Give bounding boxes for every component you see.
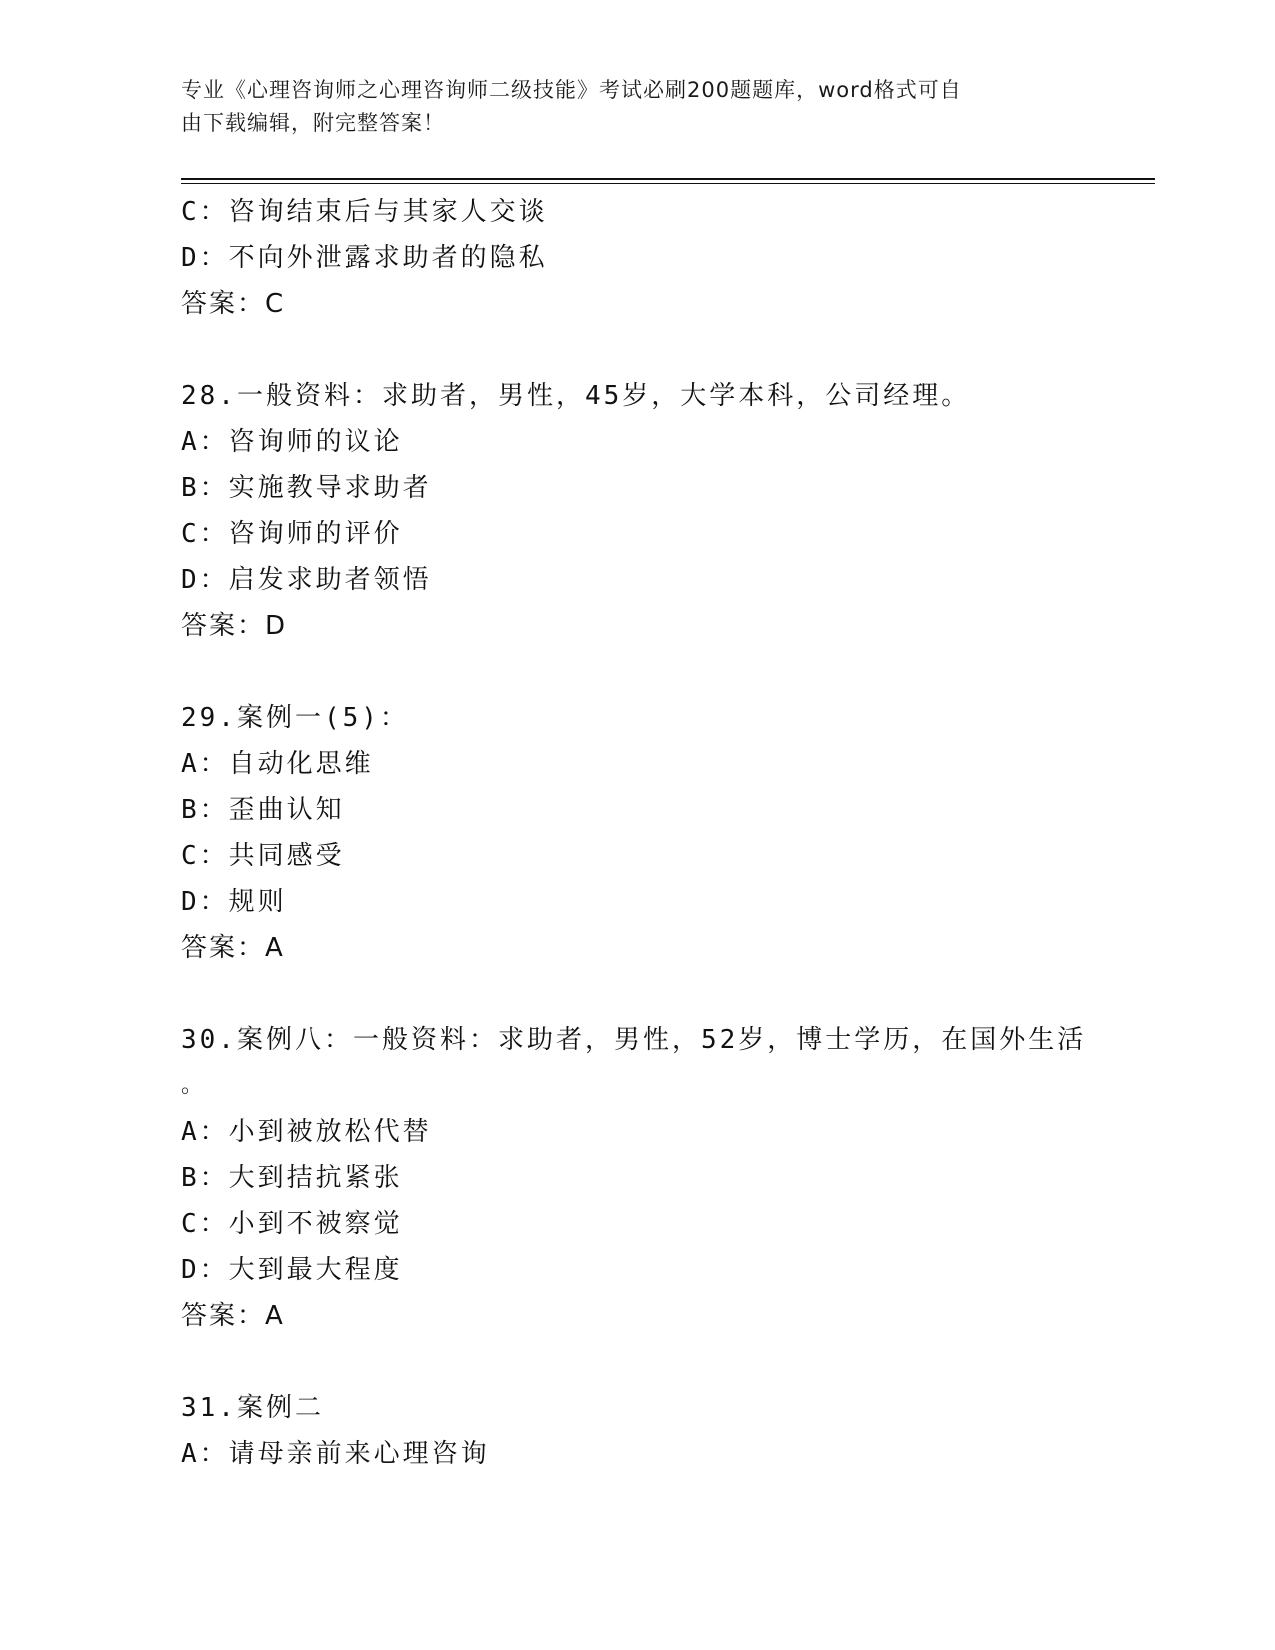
header-rule-thick bbox=[181, 178, 1155, 180]
question-stem-wrap: 。 bbox=[181, 1073, 204, 1098]
option-c: C：共同感受 bbox=[181, 841, 345, 871]
spacer bbox=[181, 649, 1101, 695]
question-stem: 31.案例二 bbox=[181, 1393, 324, 1423]
option-b: B：歪曲认知 bbox=[181, 795, 345, 825]
option-c: C：咨询结束后与其家人交谈 bbox=[181, 197, 548, 227]
question-31 bbox=[181, 1385, 1101, 1477]
question-stem: 29.案例一(5)： bbox=[181, 703, 409, 733]
option-d: D：不向外泄露求助者的隐私 bbox=[181, 243, 548, 273]
question-fragment bbox=[181, 189, 1101, 327]
header-rule-thin bbox=[181, 183, 1155, 184]
answer-line: 答案：A bbox=[181, 1301, 285, 1331]
spacer bbox=[181, 327, 1101, 373]
option-c: C：小到不被察觉 bbox=[181, 1209, 403, 1239]
option-d: D：启发求助者领悟 bbox=[181, 565, 432, 595]
document-header bbox=[181, 74, 1061, 140]
option-a: A：咨询师的议论 bbox=[181, 427, 403, 457]
option-a: A：请母亲前来心理咨询 bbox=[181, 1439, 490, 1469]
answer-line: 答案：D bbox=[181, 611, 288, 641]
option-b: B：大到拮抗紧张 bbox=[181, 1163, 403, 1193]
option-a: A：自动化思维 bbox=[181, 749, 374, 779]
spacer bbox=[181, 1339, 1101, 1385]
option-a: A：小到被放松代替 bbox=[181, 1117, 432, 1147]
question-29 bbox=[181, 695, 1101, 971]
spacer bbox=[181, 971, 1101, 1017]
question-28 bbox=[181, 373, 1101, 649]
question-list bbox=[181, 189, 1101, 1477]
answer-line: 答案：A bbox=[181, 933, 285, 963]
option-b: B：实施教导求助者 bbox=[181, 473, 432, 503]
question-stem: 30.案例八：一般资料：求助者，男性，52岁，博士学历，在国外生活 bbox=[181, 1025, 1087, 1055]
question-30 bbox=[181, 1017, 1101, 1339]
question-stem: 28.一般资料：求助者，男性，45岁，大学本科，公司经理。 bbox=[181, 381, 971, 411]
header-line-2: 由下载编辑，附完整答案！ bbox=[181, 111, 445, 135]
option-c: C：咨询师的评价 bbox=[181, 519, 403, 549]
option-d: D：规则 bbox=[181, 887, 287, 917]
answer-line: 答案：C bbox=[181, 289, 286, 319]
option-d: D：大到最大程度 bbox=[181, 1255, 403, 1285]
header-line-1: 专业《心理咨询师之心理咨询师二级技能》考试必刷200题题库，word格式可自 bbox=[181, 78, 962, 102]
